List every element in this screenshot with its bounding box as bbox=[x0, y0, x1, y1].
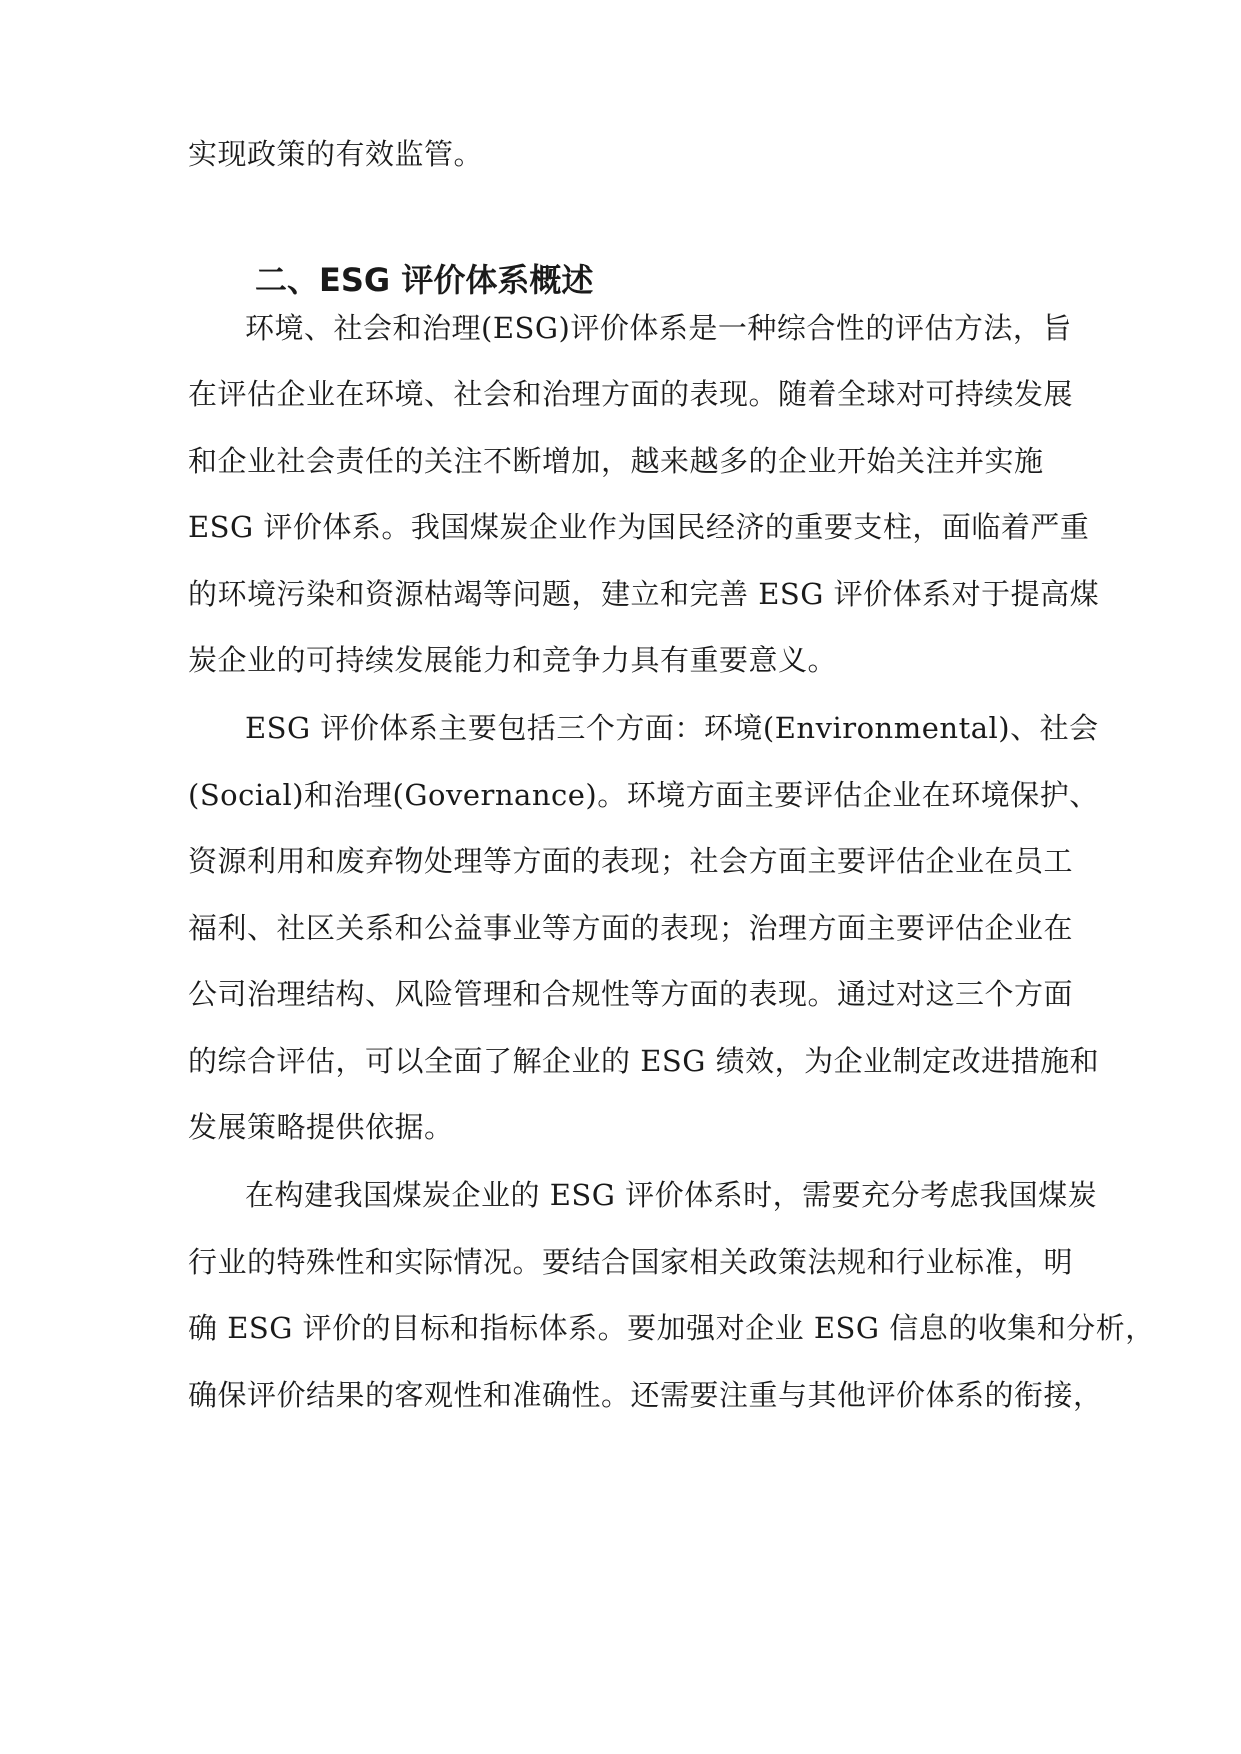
paragraph-2-line-1: ESG 评价体系主要包括三个方面：环境(Environmental)、社会 bbox=[245, 711, 1099, 745]
paragraph-2-line-7: 发展策略提供依据。 bbox=[188, 1110, 454, 1144]
paragraph-1-line-5: 的环境污染和资源枯竭等问题，建立和完善 ESG 评价体系对于提高煤 bbox=[188, 577, 1100, 611]
paragraph-3-line-3: 确 ESG 评价的目标和指标体系。要加强对企业 ESG 信息的收集和分析， bbox=[188, 1311, 1155, 1345]
section-heading: 二、ESG 评价体系概述 bbox=[255, 261, 594, 299]
paragraph-2-line-4: 福利、社区关系和公益事业等方面的表现；治理方面主要评估企业在 bbox=[188, 911, 1074, 945]
paragraph-3-line-4: 确保评价结果的客观性和准确性。还需要注重与其他评价体系的衔接， bbox=[188, 1378, 1103, 1412]
paragraph-1-line-3: 和企业社会责任的关注不断增加，越来越多的企业开始关注并实施 bbox=[188, 444, 1044, 478]
paragraph-2-line-6: 的综合评估，可以全面了解企业的 ESG 绩效，为企业制定改进措施和 bbox=[188, 1044, 1100, 1078]
paragraph-2-line-3: 资源利用和废弃物处理等方面的表现；社会方面主要评估企业在员工 bbox=[188, 844, 1074, 878]
paragraph-2-line-2: (Social)和治理(Governance)。环境方面主要评估企业在环境保护、 bbox=[188, 778, 1099, 812]
paragraph-2-line-5: 公司治理结构、风险管理和合规性等方面的表现。通过对这三个方面 bbox=[188, 977, 1074, 1011]
paragraph-1-line-1: 环境、社会和治理(ESG)评价体系是一种综合性的评估方法，旨 bbox=[245, 311, 1072, 345]
paragraph-1-line-2: 在评估企业在环境、社会和治理方面的表现。随着全球对可持续发展 bbox=[188, 377, 1074, 411]
paragraph-1-line-6: 炭企业的可持续发展能力和竞争力具有重要意义。 bbox=[188, 643, 838, 677]
paragraph-3-line-2: 行业的特殊性和实际情况。要结合国家相关政策法规和行业标准，明 bbox=[188, 1245, 1074, 1279]
intro-line: 实现政策的有效监管。 bbox=[188, 137, 484, 171]
paragraph-1-line-4: ESG 评价体系。我国煤炭企业作为国民经济的重要支柱，面临着严重 bbox=[188, 510, 1090, 544]
paragraph-3-line-1: 在构建我国煤炭企业的 ESG 评价体系时，需要充分考虑我国煤炭 bbox=[245, 1178, 1098, 1212]
